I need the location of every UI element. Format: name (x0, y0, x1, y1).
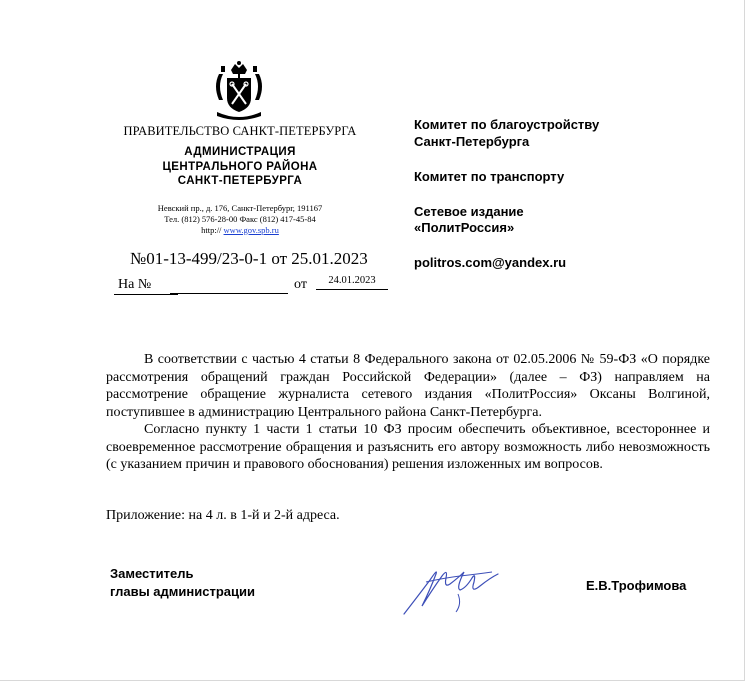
recipient (414, 169, 714, 186)
address: Невский пр., д. 176, Санкт-Петербург, 191167 (157, 202, 323, 213)
attachment-note: Приложение: на 4 л. в 1-й и 2-й адреса. (106, 508, 340, 523)
body-paragraph: Согласно пункту 1 части 1 статьи 10 ФЗ просим обеспечить объективное, всестороннее и своевременное рассмотрение обращения и разъяснить его автору возможность либо невозможность (с указанием причин и правового обоснования) решения изложенных им вопросов. (106, 422, 710, 472)
recipient-line: Санкт-Петербурга (414, 133, 530, 149)
body-paragraph: В соответствии с частью 4 статьи 8 Федерального закона от 02.05.2006 № 59-ФЗ «О порядке рассмотрения обращений граждан Российской Федерации» (далее – ФЗ) направляем на рассмотрение обращение журналиста сетевого издания «ПолитРоссия» Оксаны Волгиной, поступившее в администрацию Центрального района Санкт-Петербурга. (106, 352, 710, 420)
administration-name (110, 145, 370, 189)
recipient-line: Комитет по транспорту (414, 169, 565, 184)
reply-date: 24.01.2023 (316, 275, 388, 290)
contact-info (110, 203, 370, 236)
recipient-line: «ПолитРоссия» (414, 220, 515, 235)
signer-name: Е.В.Трофимова (586, 578, 687, 593)
reply-date-label: от (294, 277, 307, 292)
government-name: ПРАВИТЕЛЬСТВО САНКТ-ПЕТЕРБУРГА (123, 124, 357, 138)
reply-number-label: На № (118, 277, 152, 292)
signer-position (110, 565, 255, 601)
reply-number-line (170, 293, 288, 294)
website-link[interactable]: www.gov.spb.ru (223, 224, 279, 235)
recipients-block (414, 117, 714, 289)
reply-reference (118, 277, 398, 299)
sender-block (110, 124, 370, 236)
handwritten-signature (400, 560, 510, 618)
recipient-line: Комитет по благоустройству (414, 117, 600, 132)
coat-of-arms-emblem (209, 60, 269, 120)
website-prefix: http:// (201, 224, 222, 235)
recipient (414, 204, 714, 237)
recipient (414, 117, 714, 150)
recipient-email (414, 255, 714, 272)
recipient-line: politros.com@yandex.ru (414, 254, 567, 270)
reply-underline (114, 294, 178, 295)
registration-number: №01-13-499/23-0-1 от 25.01.2023 (130, 249, 368, 268)
recipient-line: Сетевое издание (414, 203, 524, 219)
admin-line: АДМИНИСТРАЦИЯ (184, 146, 296, 158)
phone-fax: Тел. (812) 576-28-00 Факс (812) 417-45-84 (164, 213, 316, 224)
letter-body (106, 351, 710, 474)
position-line: главы администрации (110, 584, 255, 599)
admin-line: САНКТ-ПЕТЕРБУРГА (177, 175, 303, 187)
admin-line: ЦЕНТРАЛЬНОГО РАЙОНА (162, 160, 318, 173)
position-line: Заместитель (110, 566, 194, 581)
website (110, 225, 370, 236)
